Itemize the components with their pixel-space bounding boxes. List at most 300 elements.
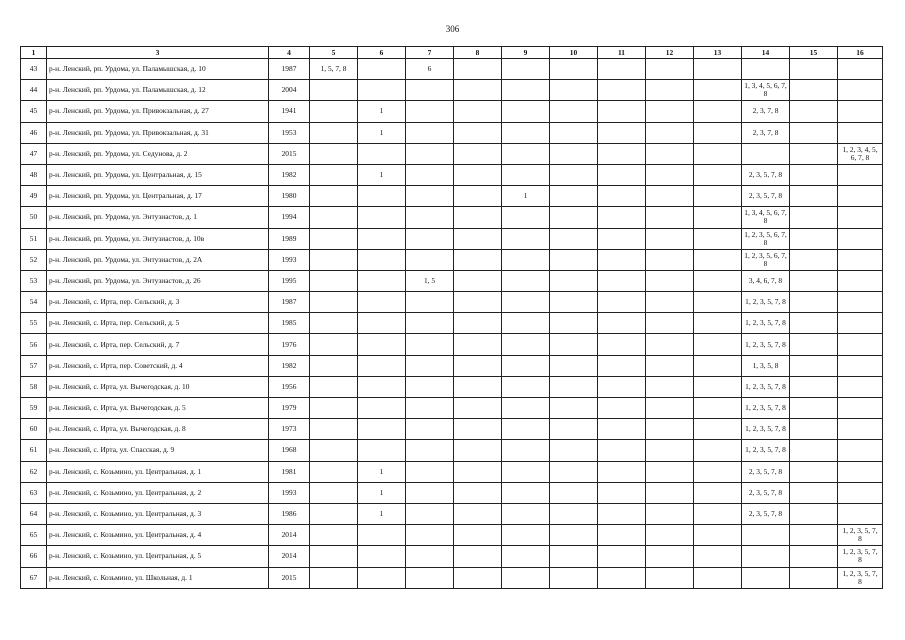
- table-cell: [646, 143, 694, 164]
- column-header: 6: [358, 47, 406, 59]
- table-cell: 1982: [269, 164, 310, 185]
- table-cell: [598, 461, 646, 482]
- table-cell: [406, 567, 454, 588]
- table-cell: [838, 419, 883, 440]
- table-cell: [502, 292, 550, 313]
- table-cell: [310, 292, 358, 313]
- table-cell: 1, 2, 3, 5, 7, 8: [742, 440, 790, 461]
- table-cell: [550, 249, 598, 270]
- column-header: 8: [454, 47, 502, 59]
- table-cell: [694, 143, 742, 164]
- row-number-cell: 58: [21, 376, 47, 397]
- table-cell: 2, 3, 5, 7, 8: [742, 482, 790, 503]
- table-cell: 2015: [269, 143, 310, 164]
- table-cell: [406, 503, 454, 524]
- table-cell: [598, 525, 646, 546]
- table-cell: [406, 482, 454, 503]
- table-cell: [406, 334, 454, 355]
- table-cell: [358, 249, 406, 270]
- table-cell: [358, 270, 406, 291]
- table-cell: 1986: [269, 503, 310, 524]
- table-cell: [310, 101, 358, 122]
- address-cell: р-н. Ленский, рп. Урдома, ул. Энтузиастов, д. 1: [47, 207, 269, 228]
- table-cell: 1, 2, 3, 5, 7, 8: [742, 334, 790, 355]
- column-header: 11: [598, 47, 646, 59]
- table-cell: 1989: [269, 228, 310, 249]
- table-cell: [502, 249, 550, 270]
- table-cell: [454, 228, 502, 249]
- table-cell: [358, 186, 406, 207]
- table-cell: 1973: [269, 419, 310, 440]
- table-cell: [310, 355, 358, 376]
- table-cell: [694, 59, 742, 80]
- address-cell: р-н. Ленский, с. Ирта, ул. Вычегодская, д. 5: [47, 398, 269, 419]
- table-cell: [358, 355, 406, 376]
- table-cell: [598, 101, 646, 122]
- table-cell: [406, 143, 454, 164]
- address-cell: р-н. Ленский, с. Козьмино, ул. Центральная, д. 5: [47, 546, 269, 567]
- table-cell: [598, 398, 646, 419]
- table-cell: 1: [358, 101, 406, 122]
- table-cell: [598, 376, 646, 397]
- table-cell: [838, 398, 883, 419]
- table-cell: [790, 313, 838, 334]
- table-cell: [598, 419, 646, 440]
- table-cell: [598, 503, 646, 524]
- row-number-cell: 64: [21, 503, 47, 524]
- table-cell: [454, 292, 502, 313]
- table-cell: [742, 59, 790, 80]
- table-row: [21, 482, 883, 503]
- table-cell: [454, 503, 502, 524]
- table-cell: [550, 313, 598, 334]
- table-row: [21, 355, 883, 376]
- table-cell: 1: [502, 186, 550, 207]
- row-number-cell: 55: [21, 313, 47, 334]
- table-cell: [598, 186, 646, 207]
- table-row: [21, 101, 883, 122]
- column-header: 15: [790, 47, 838, 59]
- table-cell: [646, 292, 694, 313]
- table-cell: [598, 334, 646, 355]
- table-cell: [598, 313, 646, 334]
- table-cell: [358, 143, 406, 164]
- table-cell: [838, 101, 883, 122]
- table-cell: [838, 334, 883, 355]
- table-cell: [790, 525, 838, 546]
- table-cell: [790, 270, 838, 291]
- table-cell: [646, 101, 694, 122]
- table-cell: [550, 334, 598, 355]
- table-cell: [838, 122, 883, 143]
- table-cell: [502, 143, 550, 164]
- table-cell: [310, 334, 358, 355]
- address-cell: р-н. Ленский, рп. Урдома, ул. Привокзальная, д. 27: [47, 101, 269, 122]
- table-cell: 2, 3, 7, 8: [742, 101, 790, 122]
- table-cell: [646, 482, 694, 503]
- column-header: 9: [502, 47, 550, 59]
- table-cell: 1968: [269, 440, 310, 461]
- table-cell: [358, 207, 406, 228]
- table-cell: 2015: [269, 567, 310, 588]
- table-row: [21, 143, 883, 164]
- column-header: 5: [310, 47, 358, 59]
- table-row: [21, 270, 883, 291]
- table-cell: 1980: [269, 186, 310, 207]
- table-cell: [694, 101, 742, 122]
- table-cell: [454, 482, 502, 503]
- table-cell: [550, 228, 598, 249]
- table-cell: [790, 101, 838, 122]
- table-cell: [694, 80, 742, 101]
- table-cell: [406, 440, 454, 461]
- table-cell: [550, 419, 598, 440]
- table-cell: 1981: [269, 461, 310, 482]
- table-cell: [694, 482, 742, 503]
- table-cell: [790, 461, 838, 482]
- table-cell: [790, 503, 838, 524]
- address-cell: р-н. Ленский, с. Ирта, ул. Спасская, д. 9: [47, 440, 269, 461]
- table-cell: [646, 122, 694, 143]
- table-cell: [598, 567, 646, 588]
- table-cell: [310, 143, 358, 164]
- table-cell: [694, 228, 742, 249]
- table-cell: [358, 398, 406, 419]
- table-cell: [358, 376, 406, 397]
- table-cell: 1, 3, 4, 5, 6, 7, 8: [742, 80, 790, 101]
- address-cell: р-н. Ленский, рп. Урдома, ул. Энтузиастов, д. 26: [47, 270, 269, 291]
- table-cell: [646, 546, 694, 567]
- table-cell: [598, 292, 646, 313]
- row-number-cell: 45: [21, 101, 47, 122]
- table-cell: 1, 3, 4, 5, 6, 7, 8: [742, 207, 790, 228]
- table-cell: [406, 355, 454, 376]
- table-cell: [406, 398, 454, 419]
- table-cell: [790, 59, 838, 80]
- table-cell: [694, 270, 742, 291]
- column-header: 7: [406, 47, 454, 59]
- table-cell: [502, 419, 550, 440]
- column-header: 12: [646, 47, 694, 59]
- table-cell: 2014: [269, 525, 310, 546]
- table-cell: 1941: [269, 101, 310, 122]
- table-cell: [310, 546, 358, 567]
- table-cell: [646, 334, 694, 355]
- table-cell: [502, 525, 550, 546]
- table-cell: [502, 270, 550, 291]
- table-cell: [598, 482, 646, 503]
- table-cell: [694, 440, 742, 461]
- row-number-cell: 51: [21, 228, 47, 249]
- table-cell: [694, 503, 742, 524]
- table-cell: [598, 80, 646, 101]
- table-cell: [742, 546, 790, 567]
- table-cell: [694, 249, 742, 270]
- table-cell: [358, 59, 406, 80]
- table-cell: [310, 482, 358, 503]
- table-cell: [358, 567, 406, 588]
- table-cell: 1, 2, 3, 5, 7, 8: [742, 398, 790, 419]
- table-cell: [358, 313, 406, 334]
- address-cell: р-н. Ленский, рп. Урдома, ул. Центральная, д. 15: [47, 164, 269, 185]
- table-row: [21, 186, 883, 207]
- table-cell: [454, 80, 502, 101]
- table-cell: [310, 376, 358, 397]
- table-cell: 1, 2, 3, 5, 7, 8: [742, 292, 790, 313]
- table-cell: 1, 2, 3, 5, 7, 8: [838, 525, 883, 546]
- table-cell: [646, 270, 694, 291]
- table-cell: [646, 419, 694, 440]
- table-cell: [694, 186, 742, 207]
- table-cell: [454, 143, 502, 164]
- table-cell: [454, 59, 502, 80]
- table-cell: 2004: [269, 80, 310, 101]
- row-number-cell: 49: [21, 186, 47, 207]
- table-header: [21, 47, 883, 59]
- table-cell: [454, 249, 502, 270]
- table-cell: 1, 2, 3, 5, 6, 7, 8: [742, 228, 790, 249]
- address-cell: р-н. Ленский, с. Козьмино, ул. Школьная, д. 1: [47, 567, 269, 588]
- row-number-cell: 53: [21, 270, 47, 291]
- table-cell: [742, 525, 790, 546]
- table-cell: [790, 482, 838, 503]
- table-cell: [454, 567, 502, 588]
- table-cell: [310, 440, 358, 461]
- table-cell: 1: [358, 122, 406, 143]
- table-cell: 2, 3, 5, 7, 8: [742, 186, 790, 207]
- table-cell: [406, 228, 454, 249]
- table-row: [21, 80, 883, 101]
- table-cell: [454, 334, 502, 355]
- table-cell: [454, 122, 502, 143]
- table-cell: [550, 525, 598, 546]
- address-cell: р-н. Ленский, рп. Урдома, ул. Седунова, д. 2: [47, 143, 269, 164]
- table-cell: [358, 334, 406, 355]
- table-cell: 1976: [269, 334, 310, 355]
- row-number-cell: 52: [21, 249, 47, 270]
- table-cell: [694, 398, 742, 419]
- table-cell: 1979: [269, 398, 310, 419]
- table-cell: 1993: [269, 249, 310, 270]
- table-cell: [646, 207, 694, 228]
- table-cell: [310, 249, 358, 270]
- table-cell: [454, 546, 502, 567]
- table-cell: 2, 3, 5, 7, 8: [742, 461, 790, 482]
- table-cell: [502, 376, 550, 397]
- table-cell: 3, 4, 6, 7, 8: [742, 270, 790, 291]
- table-cell: [646, 567, 694, 588]
- table-cell: [694, 292, 742, 313]
- table-cell: [502, 482, 550, 503]
- table-cell: [838, 376, 883, 397]
- table-cell: [646, 503, 694, 524]
- table-cell: [598, 440, 646, 461]
- table-cell: [694, 313, 742, 334]
- address-cell: р-н. Ленский, с. Ирта, пер. Сельский, д. 3: [47, 292, 269, 313]
- column-header: 1: [21, 47, 47, 59]
- table-cell: [406, 525, 454, 546]
- table-cell: [790, 122, 838, 143]
- table-cell: 1: [358, 164, 406, 185]
- table-row: [21, 59, 883, 80]
- table-cell: [310, 525, 358, 546]
- table-cell: [502, 80, 550, 101]
- row-number-cell: 63: [21, 482, 47, 503]
- table-cell: [310, 80, 358, 101]
- table-cell: [790, 334, 838, 355]
- table-cell: [838, 503, 883, 524]
- table-cell: [838, 313, 883, 334]
- table-cell: [310, 398, 358, 419]
- table-cell: [838, 355, 883, 376]
- table-cell: 1995: [269, 270, 310, 291]
- table-cell: [838, 186, 883, 207]
- table-cell: [790, 419, 838, 440]
- table-cell: 1, 2, 3, 5, 7, 8: [838, 567, 883, 588]
- table-cell: [454, 525, 502, 546]
- table-cell: [454, 101, 502, 122]
- table-cell: [838, 228, 883, 249]
- row-number-cell: 59: [21, 398, 47, 419]
- table-cell: [502, 313, 550, 334]
- row-number-cell: 44: [21, 80, 47, 101]
- table-cell: [838, 270, 883, 291]
- table-cell: 1987: [269, 59, 310, 80]
- table-row: [21, 376, 883, 397]
- address-cell: р-н. Ленский, с. Козьмино, ул. Центральная, д. 4: [47, 525, 269, 546]
- table-cell: [790, 164, 838, 185]
- table-cell: [790, 398, 838, 419]
- table-cell: [502, 164, 550, 185]
- table-cell: [598, 249, 646, 270]
- table-cell: [598, 122, 646, 143]
- table-cell: [598, 270, 646, 291]
- row-number-cell: 66: [21, 546, 47, 567]
- column-header: 10: [550, 47, 598, 59]
- table-cell: [310, 419, 358, 440]
- table-cell: 1953: [269, 122, 310, 143]
- table-cell: [694, 122, 742, 143]
- table-cell: [406, 101, 454, 122]
- table-cell: [358, 292, 406, 313]
- table-cell: 6: [406, 59, 454, 80]
- table-row: [21, 525, 883, 546]
- table-row: [21, 440, 883, 461]
- table-cell: [550, 503, 598, 524]
- table-cell: [502, 207, 550, 228]
- table-row: [21, 461, 883, 482]
- table-cell: [838, 292, 883, 313]
- table-cell: [358, 440, 406, 461]
- table-cell: [550, 461, 598, 482]
- address-cell: р-н. Ленский, с. Ирта, пер. Сельский, д. 7: [47, 334, 269, 355]
- table-cell: [550, 164, 598, 185]
- table-cell: [502, 228, 550, 249]
- table-cell: [550, 80, 598, 101]
- table-cell: [454, 207, 502, 228]
- table-cell: 1, 2, 3, 5, 6, 7, 8: [742, 249, 790, 270]
- table-cell: [406, 122, 454, 143]
- table-cell: 1: [358, 482, 406, 503]
- table-cell: [646, 249, 694, 270]
- table-cell: [790, 292, 838, 313]
- table-cell: [502, 546, 550, 567]
- table-cell: [694, 376, 742, 397]
- table-cell: 1993: [269, 482, 310, 503]
- table-cell: [502, 355, 550, 376]
- table-cell: [358, 419, 406, 440]
- table-cell: [454, 355, 502, 376]
- table-cell: [790, 228, 838, 249]
- table-cell: 1985: [269, 313, 310, 334]
- address-cell: р-н. Ленский, с. Ирта, пер. Сельский, д. 5: [47, 313, 269, 334]
- table-cell: 1994: [269, 207, 310, 228]
- table-cell: [646, 228, 694, 249]
- table-row: [21, 334, 883, 355]
- table-row: [21, 164, 883, 185]
- table-cell: [790, 376, 838, 397]
- table-cell: [550, 398, 598, 419]
- table-cell: [454, 461, 502, 482]
- table-cell: [694, 419, 742, 440]
- table-cell: 2, 3, 5, 7, 8: [742, 164, 790, 185]
- table-cell: [646, 80, 694, 101]
- table-cell: [838, 440, 883, 461]
- header-row: [21, 47, 883, 59]
- address-cell: р-н. Ленский, с. Ирта, ул. Вычегодская, д. 10: [47, 376, 269, 397]
- building-registry-table: [20, 46, 883, 589]
- table-cell: [790, 440, 838, 461]
- table-cell: [550, 546, 598, 567]
- table-row: [21, 122, 883, 143]
- table-cell: [406, 80, 454, 101]
- table-cell: [310, 207, 358, 228]
- table-cell: [598, 228, 646, 249]
- row-number-cell: 61: [21, 440, 47, 461]
- table-cell: [502, 461, 550, 482]
- row-number-cell: 57: [21, 355, 47, 376]
- table-cell: 2, 3, 5, 7, 8: [742, 503, 790, 524]
- table-row: [21, 419, 883, 440]
- table-cell: [598, 59, 646, 80]
- table-cell: [646, 525, 694, 546]
- table-cell: 1: [358, 461, 406, 482]
- table-cell: [598, 207, 646, 228]
- table-cell: [406, 186, 454, 207]
- row-number-cell: 60: [21, 419, 47, 440]
- table-cell: [790, 567, 838, 588]
- table-cell: [454, 164, 502, 185]
- row-number-cell: 47: [21, 143, 47, 164]
- table-cell: 1: [358, 503, 406, 524]
- table-cell: [310, 270, 358, 291]
- table-cell: 1, 2, 3, 5, 7, 8: [838, 546, 883, 567]
- table-cell: 2014: [269, 546, 310, 567]
- address-cell: р-н. Ленский, рп. Урдома, ул. Паламышская, д. 12: [47, 80, 269, 101]
- address-cell: р-н. Ленский, с. Ирта, пер. Советский, д. 4: [47, 355, 269, 376]
- table-row: [21, 292, 883, 313]
- table-cell: [502, 440, 550, 461]
- table-cell: [742, 567, 790, 588]
- column-header: 13: [694, 47, 742, 59]
- table-cell: [598, 164, 646, 185]
- table-cell: [838, 207, 883, 228]
- table-cell: [550, 440, 598, 461]
- address-cell: р-н. Ленский, рп. Урдома, ул. Энтузиастов, д. 10в: [47, 228, 269, 249]
- row-number-cell: 48: [21, 164, 47, 185]
- table-row: [21, 398, 883, 419]
- table-cell: [406, 546, 454, 567]
